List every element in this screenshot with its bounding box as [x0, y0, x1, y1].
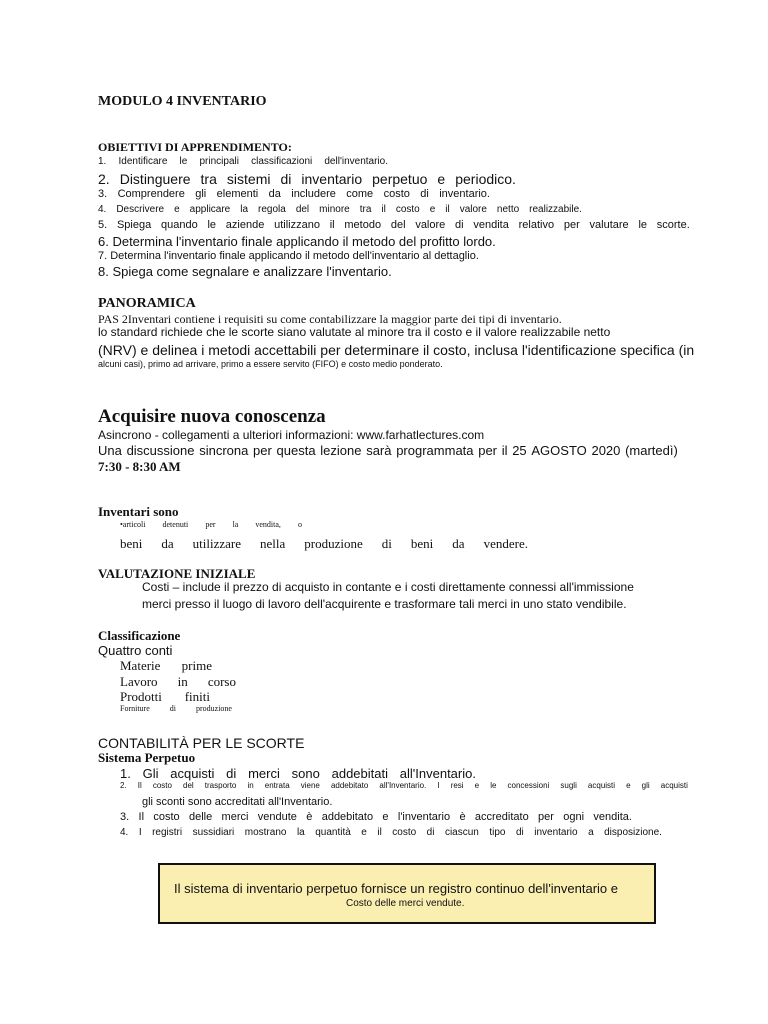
classification-item: Materie prime [120, 658, 212, 673]
classification-intro: Quattro conti [98, 643, 173, 658]
valuation-line: merci presso il luogo di lavoro dell'acquirente e trasformare tali merci in uno stato vendibile. [142, 597, 627, 611]
perpetual-system-heading: Sistema Perpetuo [98, 750, 196, 765]
callout-text: Costo delle merci vendute. [346, 898, 465, 909]
classification-item: Prodotti finiti [120, 689, 210, 704]
accounting-heading: CONTABILITÀ PER LE SCORTE [98, 735, 305, 751]
perpetual-item-continuation: gli sconti sono accreditati all'Inventario. [142, 796, 333, 808]
inventory-definition-line: •articoli detenuti per la vendita, o [120, 520, 302, 529]
inventory-heading: Inventari sono [98, 504, 179, 519]
overview-line: alcuni casi), primo ad arrivare, primo a essere servito (FIFO) e costo medio ponderato. [98, 359, 443, 369]
objective-item: 1. Identificare le principali classificazioni dell'inventario. [98, 156, 388, 167]
perpetual-item: 1. Gli acquisti di merci sono addebitati all'Inventario. [120, 766, 476, 781]
overview-heading: PANORAMICA [98, 296, 196, 311]
objective-item: 6. Determina l'inventario finale applicando il metodo del profitto lordo. [98, 234, 496, 249]
overview-line: lo standard richiede che le scorte siano valutate al minore tra il costo e il valore realizzabile netto [98, 325, 611, 339]
classification-heading: Classificazione [98, 628, 181, 643]
async-info: Asincrono - collegamenti a ulteriori informazioni: www.farhatlectures.com [98, 428, 485, 442]
perpetual-item: 2. Il costo del trasporto in entrata viene addebitato all'Inventario. I resi e le concessioni sugli acquisti e gli acquisti [120, 781, 688, 790]
knowledge-heading: Acquisire nuova conoscenza [98, 406, 326, 427]
page-title: MODULO 4 INVENTARIO [98, 94, 267, 109]
callout-box [158, 863, 656, 924]
objective-item: 2. Distinguere tra sistemi di inventario perpetuo e periodico. [98, 171, 516, 187]
objective-item: 8. Spiega come segnalare e analizzare l'inventario. [98, 264, 392, 279]
overview-line: (NRV) e delinea i metodi accettabili per determinare il costo, inclusa l'identificazione specifica (in [98, 342, 695, 358]
perpetual-item: 4. I registri sussidiari mostrano la quantità e il costo di ciascun tipo di inventario a disposizione. [120, 827, 662, 838]
session-time: 7:30 - 8:30 AM [98, 459, 181, 474]
perpetual-item: 3. Il costo delle merci vendute è addebitato e l'inventario è accreditato per ogni vendita. [120, 811, 632, 823]
objective-item: 7. Determina l'inventario finale applicando il metodo dell'inventario al dettaglio. [98, 250, 479, 262]
classification-item: Lavoro in corso [120, 674, 236, 689]
callout-text: Il sistema di inventario perpetuo fornisce un registro continuo dell'inventario e [174, 881, 619, 896]
valuation-heading: VALUTAZIONE INIZIALE [98, 566, 256, 581]
objective-item: 4. Descrivere e applicare la regola del minore tra il costo e il valore netto realizzabile. [98, 204, 582, 215]
objectives-heading: OBIETTIVI DI APPRENDIMENTO: [98, 140, 292, 154]
classification-item: Forniture di produzione [120, 704, 232, 713]
sync-schedule: Una discussione sincrona per questa lezione sarà programmata per il 25 AGOSTO 2020 (martedì) [98, 443, 678, 458]
inventory-definition-line: beni da utilizzare nella produzione di beni da vendere. [120, 536, 528, 551]
valuation-line: Costi – include il prezzo di acquisto in contante e i costi direttamente connessi all'immissione [142, 580, 634, 594]
objective-item: 5. Spiega quando le aziende utilizzano il metodo del valore di vendita relativo per valutare le scorte. [98, 219, 690, 231]
overview-line: PAS 2Inventari contiene i requisiti su come contabilizzare la maggior parte dei tipi di inventario. [98, 312, 562, 326]
objective-item: 3. Comprendere gli elementi da includere come costo di inventario. [98, 188, 490, 200]
